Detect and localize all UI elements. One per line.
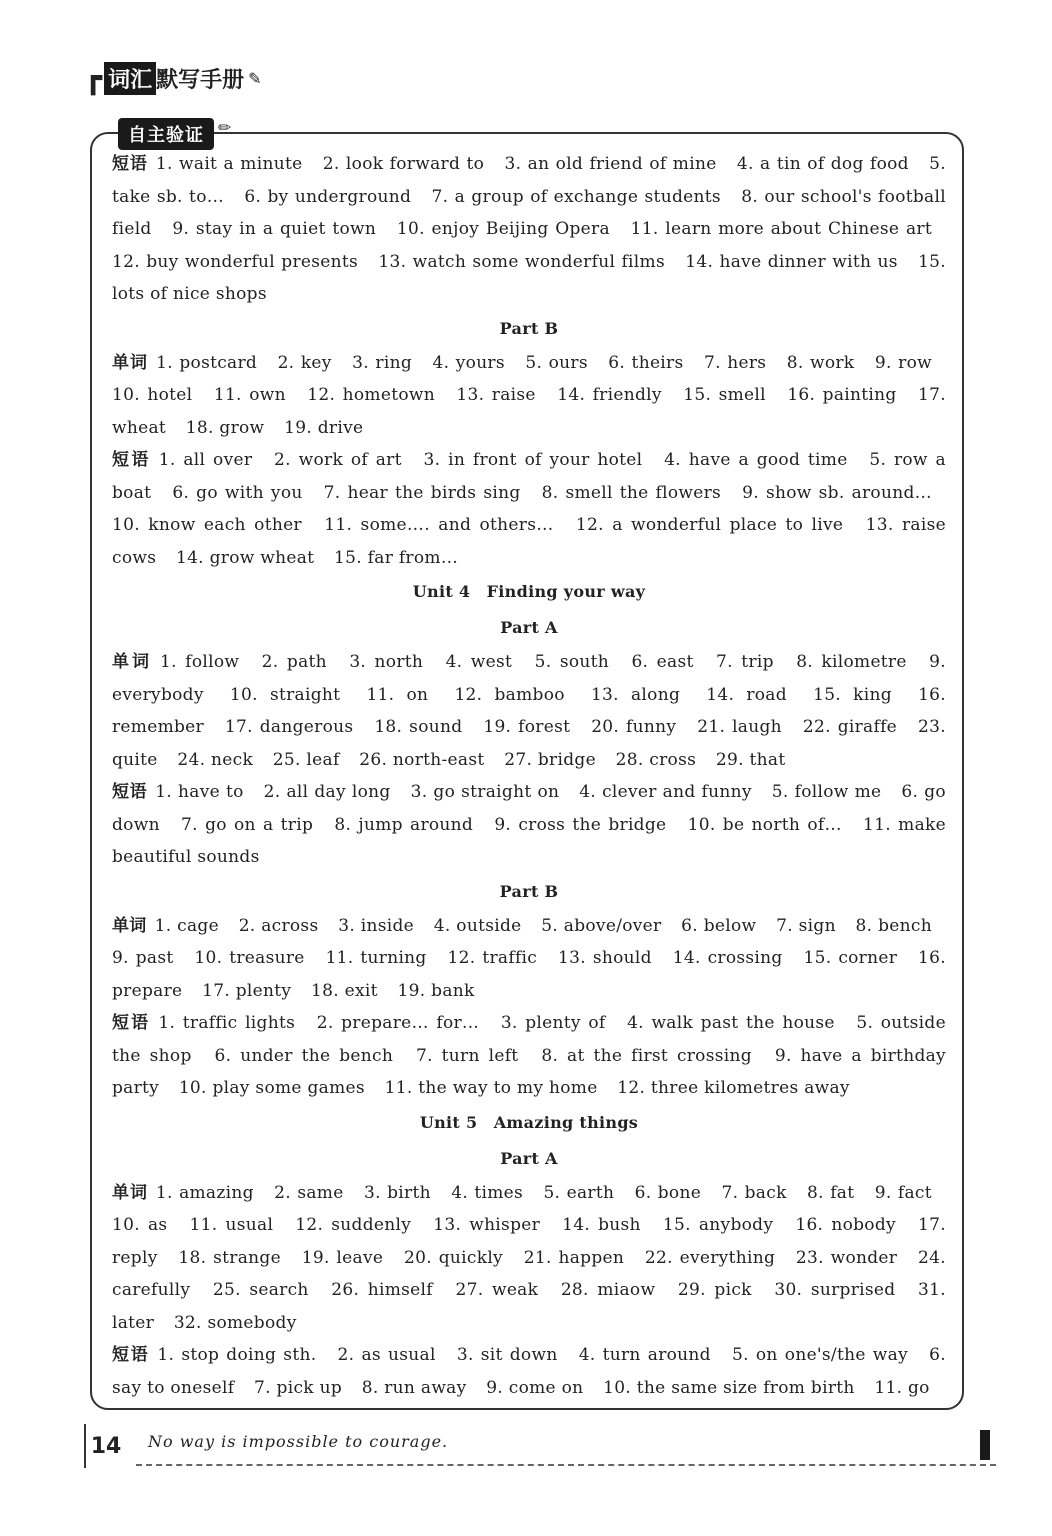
answer-item: 24. neck: [177, 749, 254, 770]
answer-item: 13. should: [558, 948, 652, 968]
answer-item: 8. run away: [361, 1377, 467, 1398]
category-label: 短语: [112, 1013, 151, 1033]
answer-item: 9. cross the bridge: [494, 814, 667, 835]
answer-item: 19. forest: [483, 717, 571, 737]
answer-item: 2. same: [274, 1182, 344, 1203]
answer-item: 6. east: [631, 652, 694, 672]
answer-item: 18. sound: [374, 717, 463, 737]
answer-item: 23. quite: [112, 717, 946, 770]
answer-item: 2. key: [277, 352, 332, 373]
answer-item: 21. laugh: [697, 717, 782, 737]
answer-item: 7. hers: [703, 352, 767, 373]
section-heading: Part A: [500, 618, 558, 637]
section-heading: Unit 5 Amazing things: [419, 1112, 639, 1132]
answer-paragraph: [112, 910, 946, 1008]
bracket-mark-icon: ┏: [84, 60, 103, 96]
answer-item: 8. jump around: [334, 814, 474, 835]
answer-item: 11. some…. and others…: [324, 515, 554, 535]
section-heading: Unit 4 Finding your way: [412, 582, 646, 601]
section-heading: Part B: [499, 881, 559, 901]
answer-item: 28. miaow: [560, 1280, 656, 1300]
answer-item: 26. himself: [331, 1280, 433, 1300]
answer-item: 5. outside the shop: [112, 1013, 946, 1066]
answer-item: 5. south: [534, 652, 610, 672]
answer-item: 11. on: [366, 684, 429, 705]
answer-item: 7. trip: [716, 652, 774, 672]
answer-item: 27. bridge: [504, 749, 596, 770]
answer-item: 20. funny: [591, 717, 677, 737]
answer-item: 8. smell the flowers: [541, 482, 722, 503]
answer-item: 29. that: [715, 749, 786, 770]
answer-item: 13. along: [590, 684, 681, 705]
answer-item: 17. reply: [112, 1215, 946, 1268]
category-label: 单词: [112, 352, 149, 373]
pencil-deco-icon: ✎: [248, 69, 262, 88]
section-heading: Part B: [499, 318, 559, 338]
answer-item: 14. grow wheat: [175, 547, 315, 568]
answer-item: 2. across: [238, 915, 319, 936]
answer-item: 7. sign: [776, 915, 836, 936]
answer-item: 7. pick up: [254, 1377, 343, 1398]
category-label: 短语: [112, 450, 151, 470]
answer-item: 18. grow: [185, 417, 265, 438]
answer-item: 11. turning: [325, 948, 427, 968]
answer-item: 9. past: [112, 948, 174, 968]
answer-item: 13. watch some wonderful films: [378, 251, 665, 272]
answer-item: 3. plenty of: [500, 1013, 606, 1033]
answer-item: 10. enjoy Beijing Opera: [396, 219, 610, 239]
answer-item: 1. postcard: [156, 352, 258, 373]
answer-item: 2. as usual: [337, 1345, 436, 1365]
page-footer: [80, 1412, 1000, 1472]
answer-item: 7. turn left: [415, 1045, 519, 1066]
answer-item: 13. raise: [456, 385, 536, 405]
answer-item: 14. friendly: [557, 385, 662, 405]
answer-item: 10. the same size from birth: [603, 1377, 855, 1398]
answer-item: 5. take sb. to…: [112, 154, 946, 207]
answer-item: 3. birth: [363, 1182, 431, 1203]
answer-paragraph: [112, 1339, 946, 1404]
answer-item: 7. hear the birds sing: [323, 482, 521, 503]
answer-item: 12. three kilometres away: [617, 1078, 850, 1098]
answer-item: 25. search: [212, 1280, 309, 1300]
answer-item: 14. bush: [562, 1215, 641, 1235]
answer-item: 7. go on a trip: [181, 814, 314, 835]
answer-item: 17. plenty: [202, 980, 292, 1001]
answer-item: 10. know each other: [112, 515, 302, 535]
answer-item: 12. suddenly: [295, 1215, 412, 1235]
answer-item: 1. have to: [155, 782, 244, 802]
answer-item: 32. somebody: [173, 1312, 297, 1333]
answer-item: 10. treasure: [194, 948, 305, 968]
answer-item: 7. a group of exchange students: [431, 186, 721, 207]
answer-item: 6. by underground: [244, 186, 412, 207]
answer-item: 3. an old friend of mine: [504, 154, 717, 174]
answer-item: 10. hotel: [112, 385, 193, 405]
answer-item: 5. row a boat: [112, 450, 946, 503]
answer-item: 12. hometown: [307, 385, 435, 405]
pencil-icon: ✏: [218, 118, 232, 137]
answer-item: 9. everybody: [112, 652, 946, 705]
answer-item: 15. lots of nice shops: [112, 251, 946, 304]
answer-item: 5. on one's/the way: [731, 1345, 908, 1365]
answer-item: 10. be north of…: [687, 814, 842, 835]
answer-item: 4. times: [451, 1182, 524, 1203]
category-label: 单词: [112, 915, 147, 936]
answer-item: 25. leaf: [272, 749, 340, 770]
answer-item: 2. work of art: [274, 450, 402, 470]
answer-item: 5. follow me: [771, 782, 882, 802]
answer-paragraph: [112, 1007, 946, 1105]
answer-item: 19. leave: [301, 1247, 384, 1268]
answer-item: 11. own: [213, 385, 286, 405]
answer-item: 14. have dinner with us: [685, 251, 898, 272]
page-number: 14: [84, 1424, 126, 1468]
answer-item: 18. strange: [178, 1247, 281, 1268]
answer-item: 15. far from…: [334, 547, 459, 568]
answer-item: 4. clever and funny: [579, 782, 752, 802]
answer-content: [112, 148, 946, 1404]
answer-paragraph: [112, 347, 946, 445]
category-label: 短语: [112, 1345, 150, 1365]
page-header: [84, 62, 262, 95]
answer-item: 3. inside: [338, 915, 415, 936]
answer-item: 1. all over: [158, 450, 253, 470]
answer-item: 24. carefully: [112, 1247, 946, 1300]
answer-item: 11. go: [874, 1377, 930, 1398]
answer-paragraph: [112, 148, 946, 311]
answer-item: 22. giraffe: [802, 717, 898, 737]
answer-item: 15. king: [813, 684, 892, 705]
answer-item: 6. say to oneself: [112, 1345, 946, 1398]
answer-item: 17. wheat: [112, 385, 946, 438]
answer-item: 2. all day long: [263, 782, 391, 802]
answer-item: 4. turn around: [578, 1345, 711, 1365]
answer-item: 4. west: [445, 652, 513, 672]
answer-item: 2. look forward to: [322, 154, 485, 174]
answer-item: 9. fact: [874, 1182, 932, 1203]
answer-item: 26. north-east: [359, 749, 485, 770]
answer-item: 5. above/over: [541, 915, 662, 936]
answer-item: 10. play some games: [178, 1078, 365, 1098]
answer-item: 11. the way to my home: [384, 1078, 598, 1098]
answer-item: 3. in front of your hotel: [423, 450, 643, 470]
category-label: 短语: [112, 154, 148, 174]
answer-item: 7. back: [721, 1182, 787, 1203]
answer-item: 13. whisper: [433, 1215, 541, 1235]
answer-item: 9. have a birthday party: [112, 1045, 946, 1098]
answer-item: 12. bamboo: [454, 684, 565, 705]
answer-item: 14. crossing: [672, 948, 783, 968]
header-title-highlight: 词汇: [104, 62, 156, 95]
answer-item: 28. cross: [615, 749, 697, 770]
answer-item: 23. wonder: [795, 1247, 898, 1268]
answer-item: 9. show sb. around…: [742, 482, 932, 503]
answer-item: 9. stay in a quiet town: [172, 219, 377, 239]
answer-paragraph: [112, 444, 946, 574]
answer-item: 5. earth: [543, 1182, 615, 1203]
answer-item: 31. later: [112, 1280, 946, 1333]
answer-item: 21. happen: [523, 1247, 625, 1268]
footer-dashed-line: [136, 1464, 996, 1466]
category-label: 单词: [112, 1182, 148, 1203]
answer-item: 1. follow: [160, 652, 240, 672]
category-label: 短语: [112, 782, 148, 802]
answer-item: 30. surprised: [774, 1280, 896, 1300]
answer-item: 3. sit down: [456, 1345, 558, 1365]
answer-item: 6. under the bench: [214, 1045, 394, 1066]
answer-paragraph: [112, 776, 946, 874]
answer-item: 1. cage: [154, 915, 219, 936]
answer-item: 16. remember: [112, 684, 946, 737]
answer-item: 3. ring: [352, 352, 413, 373]
answer-item: 18. exit: [311, 980, 378, 1001]
answer-item: 6. theirs: [608, 352, 684, 373]
answer-item: 19. bank: [397, 980, 475, 1001]
header-title: [104, 62, 244, 95]
answer-item: 4. outside: [433, 915, 522, 936]
answer-item: 15. corner: [803, 948, 898, 968]
answer-item: 9. come on: [486, 1377, 584, 1398]
answer-item: 1. traffic lights: [158, 1013, 296, 1033]
answer-item: 2. prepare… for…: [316, 1013, 480, 1033]
answer-item: 2. path: [261, 652, 327, 672]
answer-item: 22. everything: [644, 1247, 776, 1268]
answer-item: 15. anybody: [662, 1215, 774, 1235]
answer-item: 17. dangerous: [224, 717, 354, 737]
answer-paragraph: [112, 1177, 946, 1340]
answer-item: 10. straight: [229, 684, 341, 705]
category-label: 单词: [112, 652, 153, 672]
answer-item: 3. go straight on: [410, 782, 560, 802]
footer-motto: No way is impossible to courage.: [148, 1432, 449, 1451]
answer-item: 5. ours: [525, 352, 588, 373]
answer-item: 12. a wonderful place to live: [575, 515, 844, 535]
answer-item: 6. go down: [112, 782, 946, 835]
answer-item: 12. buy wonderful presents: [112, 251, 359, 272]
answer-item: 4. have a good time: [664, 450, 848, 470]
answer-item: 6. go with you: [172, 482, 303, 503]
answer-item: 16. painting: [787, 385, 897, 405]
answer-item: 1. stop doing sth.: [157, 1345, 317, 1365]
answer-item: 29. pick: [677, 1280, 752, 1300]
answer-item: 20. quickly: [404, 1247, 503, 1268]
answer-item: 15. smell: [683, 385, 766, 405]
answer-item: 12. traffic: [447, 948, 538, 968]
answer-paragraph: [112, 646, 946, 776]
answer-item: 8. fat: [807, 1182, 855, 1203]
answer-item: 1. amazing: [155, 1182, 254, 1203]
section-tag: 自主验证: [118, 118, 214, 150]
answer-item: 11. make beautiful sounds: [112, 814, 946, 867]
answer-item: 6. bone: [634, 1182, 702, 1203]
answer-item: 16. prepare: [112, 948, 946, 1001]
answer-item: 13. raise cows: [112, 515, 946, 568]
answer-item: 8. bench: [855, 915, 932, 936]
answer-item: 8. our school's football field: [112, 186, 946, 239]
header-title-rest: 默写手册: [156, 68, 245, 93]
answer-item: 27. weak: [455, 1280, 539, 1300]
answer-item: 1. wait a minute: [155, 154, 303, 174]
answer-item: 14. road: [706, 684, 787, 705]
answer-item: 9. row: [874, 352, 932, 373]
footer-block-mark: [980, 1430, 990, 1460]
answer-item: 4. yours: [432, 352, 505, 373]
answer-item: 3. north: [349, 652, 424, 672]
answer-item: 8. work: [786, 352, 855, 373]
answer-item: 8. kilometre: [796, 652, 907, 672]
answer-item: 19. drive: [284, 417, 364, 438]
answer-item: 11. learn more about Chinese art: [630, 219, 932, 239]
answer-item: 4. a tin of dog food: [736, 154, 909, 174]
answer-item: 16. nobody: [795, 1215, 896, 1235]
section-heading: Part A: [500, 1148, 558, 1168]
answer-item: 6. below: [681, 915, 757, 936]
answer-item: 11. usual: [189, 1215, 274, 1235]
answer-item: 10. as: [112, 1215, 168, 1235]
answer-item: 4. walk past the house: [627, 1013, 835, 1033]
answer-item: 8. at the first crossing: [541, 1045, 752, 1066]
